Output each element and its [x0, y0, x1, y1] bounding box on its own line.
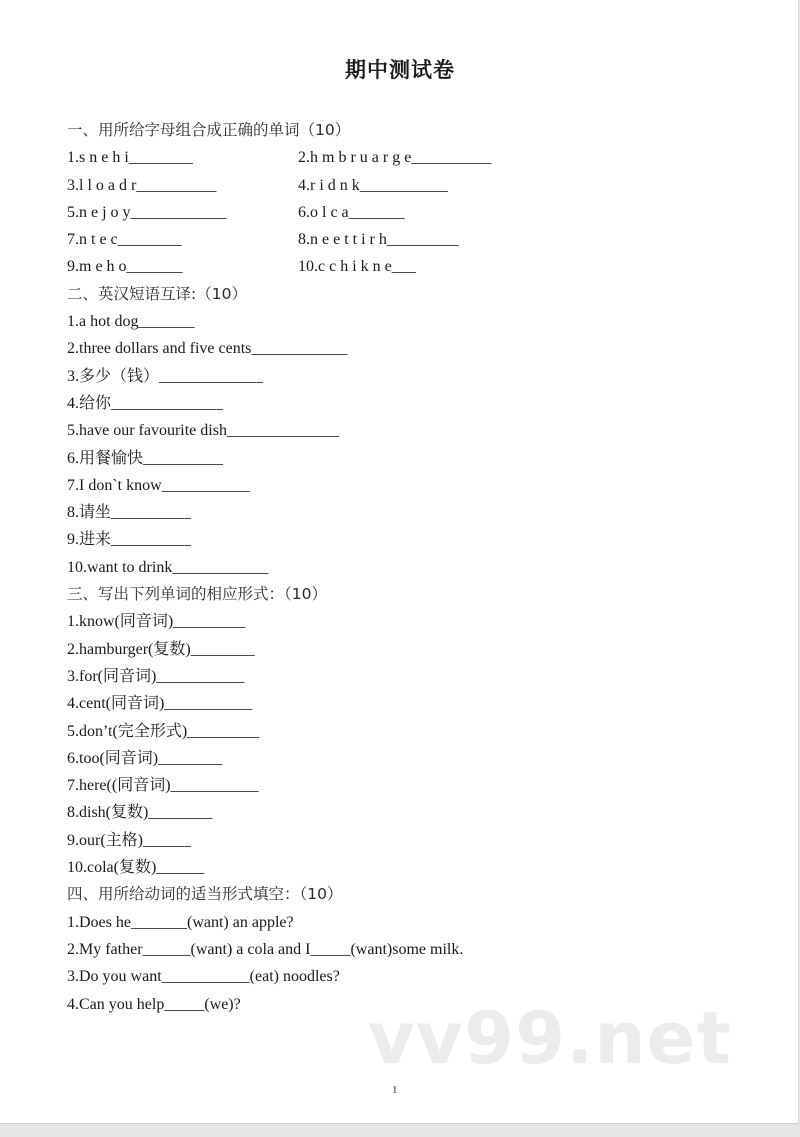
question-item: 2.three dollars and five cents____________	[67, 340, 348, 358]
question-item: 3.for(同音词)___________	[67, 667, 245, 685]
question-row	[67, 226, 767, 253]
question-item: 9.our(主格)______	[67, 831, 191, 849]
question-item: 9.进来__________	[67, 531, 192, 549]
question-item: 8.请坐__________	[67, 504, 192, 522]
question-item: 5.don’t(完全形式)_________	[67, 722, 260, 740]
page-title: 期中测试卷	[345, 58, 455, 82]
question-item: 3.Do you want___________(eat) noodles?	[67, 968, 340, 986]
question-row	[67, 199, 767, 226]
page-number: 1	[392, 1084, 398, 1096]
section-heading: 四、用所给动词的适当形式填空：（10）	[67, 885, 343, 904]
question-item: 1.know(同音词)_________	[67, 613, 246, 631]
question-item: 1.s n e h i________	[67, 149, 193, 167]
section-heading: 三、写出下列单词的相应形式：（10）	[67, 585, 327, 604]
question-item: 2.hamburger(复数)________	[67, 640, 255, 658]
section-heading: 一、用所给字母组合成正确的单词（10）	[67, 121, 351, 139]
question-row	[67, 144, 767, 171]
question-item: 4.Can you help_____(we)?	[67, 995, 241, 1013]
question-item: 1.Does he_______(want) an apple?	[67, 913, 294, 931]
question-item: 3.l l o a d r__________	[67, 176, 217, 194]
question-item: 9.m e h o_______	[67, 258, 183, 276]
section-heading: 二、英汉短语互译:（10）	[67, 284, 247, 303]
question-item: 7.here((同音词)___________	[67, 777, 259, 795]
question-item: 10.cola(复数)______	[67, 859, 205, 877]
question-item: 6.o l c a_______	[298, 203, 405, 221]
question-item: 5.n e j o y____________	[67, 203, 227, 221]
question-item: 7.n t e c________	[67, 231, 182, 249]
question-item: 10.want to drink____________	[67, 558, 269, 576]
question-item: 8.n e e t t i r h_________	[298, 231, 459, 249]
question-item: 5.have our favourite dish______________	[67, 422, 339, 440]
question-item: 10.c c h i k n e___	[298, 258, 416, 276]
question-item: 4.给你______________	[67, 394, 224, 412]
question-item: 7.I don`t know___________	[67, 476, 250, 494]
question-item: 2.My father______(want) a cola and I_____(want)some milk.	[67, 940, 464, 958]
question-item: 1.a hot dog_______	[67, 313, 195, 331]
exam-body	[67, 117, 767, 1018]
question-item: 3.多少（钱）_____________	[67, 367, 264, 385]
question-item: 4.cent(同音词)___________	[67, 695, 253, 713]
question-item: 2.h m b r u a r g e__________	[298, 149, 492, 167]
watermark: vv99.net	[368, 996, 732, 1080]
question-item: 6.too(同音词)________	[67, 749, 223, 767]
question-row	[67, 253, 767, 280]
question-item: 6.用餐愉快__________	[67, 449, 224, 467]
question-row	[67, 172, 767, 199]
question-item: 8.dish(复数)________	[67, 804, 213, 822]
question-item: 4.r i d n k___________	[298, 176, 448, 194]
